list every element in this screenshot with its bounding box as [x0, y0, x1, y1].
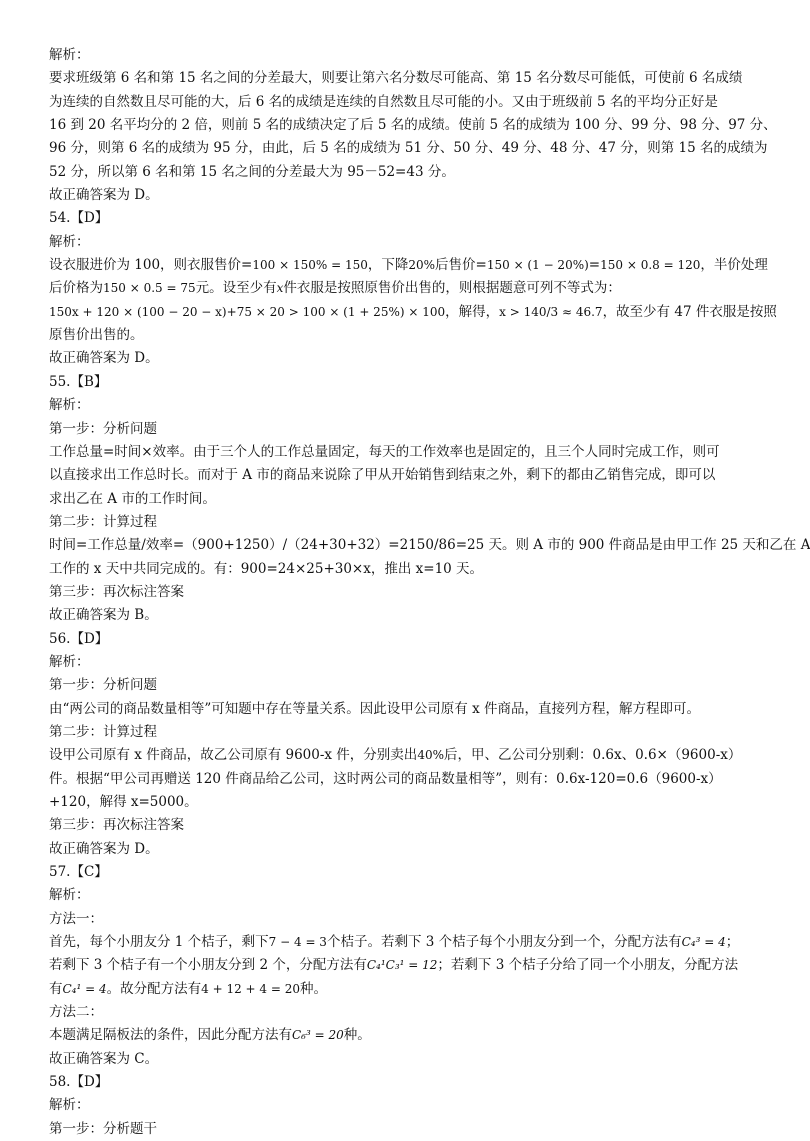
text-run: ，下降: [367, 257, 409, 274]
formula: 4 + 12 + 4 = 20: [201, 981, 300, 996]
paragraph-line: 件。根据“甲公司再赠送 120 件商品给乙公司，这时两公司的商品数量相等”，则有：0.6x-120=0.6（9600-x）: [49, 770, 722, 787]
step-heading: 第二步：计算过程: [49, 723, 157, 740]
answer-line: 故正确答案为 C。: [49, 1050, 159, 1067]
label-analysis: 解析：: [49, 47, 90, 63]
text-run: 个桔子。若剩下 3 个桔子每个小朋友分到一个，分配方法有: [326, 934, 682, 951]
paragraph-line: [49, 931, 756, 954]
text-run: 件衣服是按照原售价出售的，则根据题意可列不等式为：: [283, 280, 621, 297]
method-heading: 方法二：: [49, 1004, 103, 1021]
formula: 75 × 20 > 100 × (1 + 25%) × 100: [236, 304, 446, 319]
text-run: 元。设至少有: [195, 280, 277, 297]
text-run: ，故至少有 47 件衣服是按照: [602, 303, 777, 320]
question-number: 55.【B】: [49, 373, 108, 390]
paragraph-line: 时间=工作总量/效率=（900+1250）/（24+30+32）=2150/86=25 天。则 A 市的 900 件商品是由甲工作 25 天和乙在 A: [49, 537, 810, 554]
step-heading: 第二步：计算过程: [49, 513, 157, 530]
formula: 20%: [408, 258, 436, 273]
text-run: 种。: [299, 980, 327, 997]
text-run: 后，甲、乙公司分别剩：0.6x、0.6×（9600-x）: [443, 747, 742, 764]
text-run: ；若剩下 3 个桔子分给了同一个小朋友，分配方法: [437, 957, 739, 974]
paragraph-line: 原售价出售的。: [49, 327, 144, 344]
label-analysis: 解析：: [49, 653, 90, 670]
paragraph-line: [49, 254, 768, 277]
formula: 150 × (1 − 20%): [486, 258, 589, 273]
formula: 7 − 4 = 3: [268, 935, 327, 950]
text-run: =: [588, 257, 601, 274]
text-run: ，半价处理: [700, 257, 768, 274]
paragraph-line: 要求班级第 6 名和第 15 名之间的分差最大，则要让第六名分数尽可能高、第 15 名分数尽可能低，可使前 6 名成绩: [49, 70, 743, 87]
text-run: ；: [725, 934, 740, 951]
answer-line: 故正确答案为 D。: [49, 350, 159, 367]
paragraph-line: 工作总量=时间×效率。由于三个人的工作总量固定，每天的工作效率也是固定的，且三个人同时完成工作，则可: [49, 443, 720, 460]
answer-line: 故正确答案为 D。: [49, 840, 159, 857]
text-run: ，解得，: [445, 303, 500, 320]
step-heading: 第三步：再次标注答案: [49, 817, 184, 834]
text-run: 设衣服进价为 100，则衣服售价=: [49, 257, 253, 274]
formula: C₄¹ = 4: [62, 981, 107, 996]
answer-line: 故正确答案为 D。: [49, 187, 159, 204]
paragraph-line: [49, 277, 756, 300]
paragraph-line: [49, 1024, 756, 1047]
text-run: 有: [49, 980, 63, 997]
formula: 150 × 0.5 = 75: [103, 281, 196, 296]
paragraph-line: [49, 978, 756, 1001]
answer-line: 故正确答案为 B。: [49, 607, 158, 624]
formula: x > 140/3 ≈ 46.7: [499, 304, 603, 319]
paragraph-line: 96 分，则第 6 名的成绩为 95 分，由此，后 5 名的成绩为 51 分、50 分、49 分、48 分、47 分，则第 15 名的成绩为: [49, 140, 768, 157]
step-heading: 第一步：分析问题: [49, 677, 157, 694]
text-run: 后价格为: [49, 280, 103, 297]
formula: 150x + 120 × (100 − 20 − x): [49, 304, 227, 319]
text-run: 。故分配方法有: [106, 980, 202, 997]
formula: C₄³ = 4: [681, 935, 726, 950]
formula: x: [276, 281, 284, 296]
paragraph-line: 52 分，所以第 6 名和第 15 名之间的分差最大为 95－52=43 分。: [49, 163, 455, 180]
formula: 100 × 150% = 150: [252, 258, 368, 273]
question-number: 56.【D】: [49, 630, 109, 647]
paragraph-line: 求出乙在 A 市的工作时间。: [49, 490, 216, 507]
paragraph-line: 以直接求出工作总时长。而对于 A 市的商品来说除了甲从开始销售到结束之外，剩下的都由乙销售完成，即可以: [49, 467, 716, 484]
text-run: 若剩下 3 个桔子有一个小朋友分到 2 个，分配方法有: [49, 957, 367, 974]
label-analysis: 解析：: [49, 887, 90, 904]
label-analysis: 解析：: [49, 1097, 90, 1114]
formula: C₄¹C₃¹ = 12: [366, 958, 438, 973]
label-analysis: 解析：: [49, 397, 90, 414]
formula: +: [226, 304, 237, 319]
paragraph-line: 由“两公司的商品数量相等”可知题中存在等量关系。因此设甲公司原有 x 件商品，直接列方程，解方程即可。: [49, 700, 700, 717]
text-run: 后售价=: [435, 257, 487, 274]
paragraph-line: [49, 301, 777, 324]
paragraph-line: [49, 954, 756, 977]
formula: C₆³ = 20: [292, 1028, 344, 1043]
step-heading: 第三步：再次标注答案: [49, 583, 184, 600]
label-analysis: 解析：: [49, 233, 90, 250]
text-run: 设甲公司原有 x 件商品，故乙公司原有 9600-x 件，分别卖出: [49, 747, 418, 764]
method-heading: 方法一：: [49, 910, 103, 927]
step-heading: 第一步：分析问题: [49, 420, 157, 437]
question-number: 57.【C】: [49, 864, 108, 881]
question-number: 58.【D】: [49, 1074, 109, 1091]
paragraph-line: +120，解得 x=5000。: [49, 794, 198, 810]
formula: 150 × 0.8 = 120: [600, 258, 701, 273]
step-heading: 第一步：分析题干: [49, 1120, 157, 1137]
text-run: 种。: [343, 1027, 371, 1044]
formula: 40%: [417, 748, 444, 763]
paragraph-line: 16 到 20 名平均分的 2 倍，则前 5 名的成绩决定了后 5 名的成绩。使前 5 名的成绩为 100 分、99 分、98 分、97 分、: [49, 117, 777, 134]
question-number: 54.【D】: [49, 210, 109, 227]
paragraph-line: 工作的 x 天中共同完成的。有：900=24×25+30×x，推出 x=10 天。: [49, 560, 484, 577]
paragraph-line: 为连续的自然数且尽可能的大，后 6 名的成绩是连续的自然数且尽可能的小。又由于班级前 5 名的平均分正好是: [49, 93, 718, 110]
text-run: 首先，每个小朋友分 1 个桔子，剩下: [49, 934, 269, 951]
paragraph-line: [49, 744, 756, 767]
text-run: 本题满足隔板法的条件，因此分配方法有: [49, 1027, 292, 1044]
